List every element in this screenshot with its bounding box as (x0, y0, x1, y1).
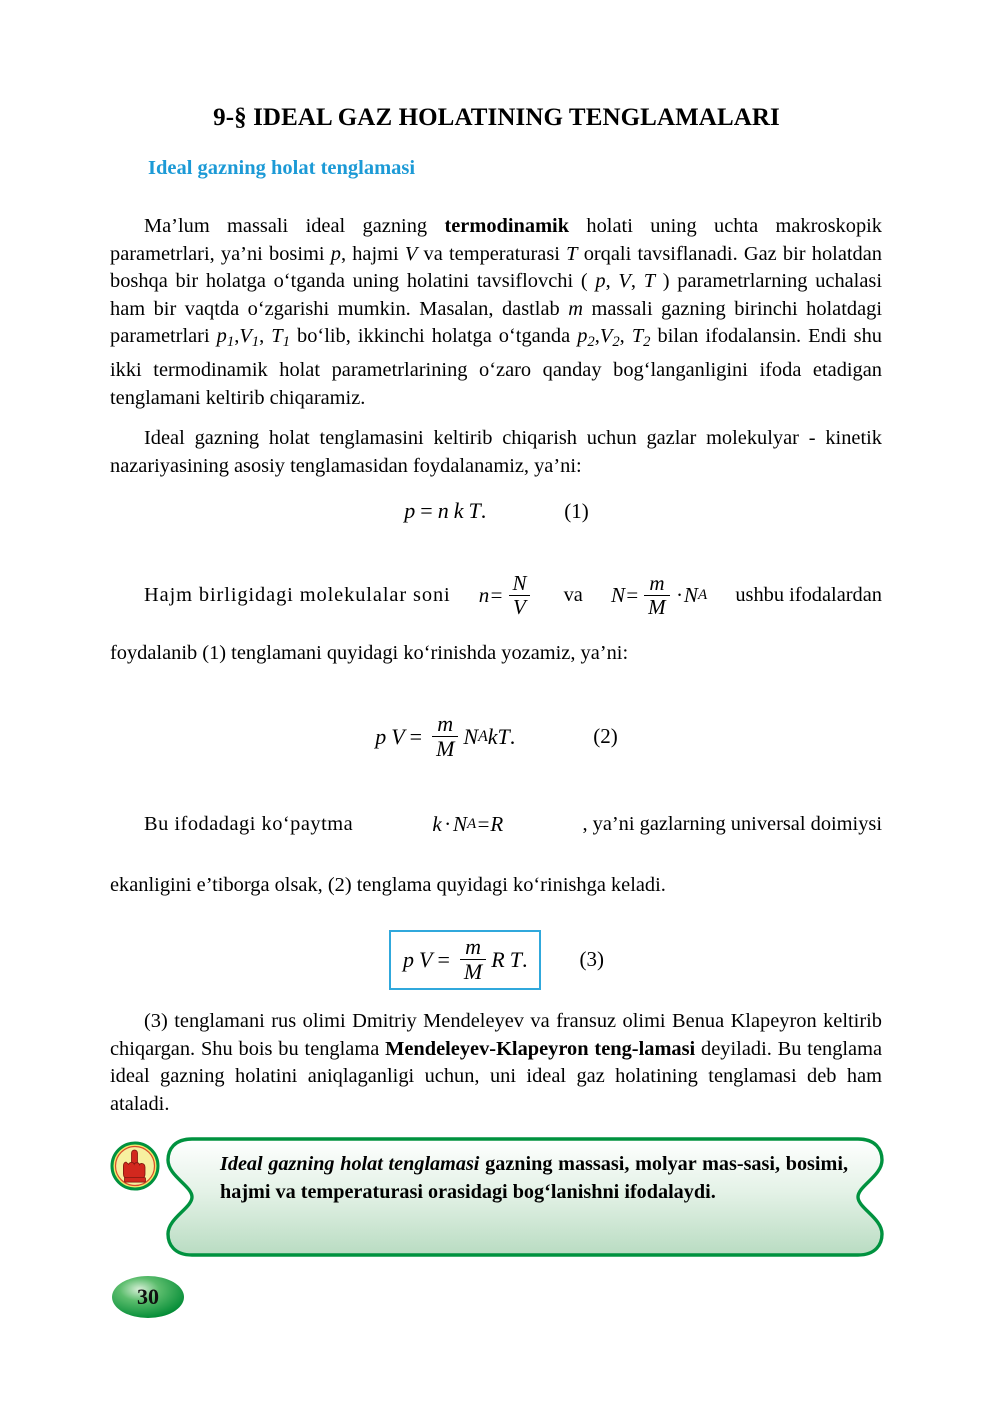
inline-equation-kNA (432, 812, 503, 837)
paragraph-1 (110, 213, 882, 412)
equation-3 (403, 936, 527, 984)
sub-V1: 1 (251, 334, 260, 351)
paragraph-4-line (110, 812, 882, 837)
equation-3-box (389, 930, 541, 990)
eqN-cdot: · (676, 583, 682, 608)
var-m: m (568, 297, 583, 320)
callout-lead: Ideal gazning holat tenglamasi (220, 1153, 480, 1175)
page-number-label: 30 (137, 1284, 159, 1309)
p5-seg2: deyiladi. Bu tenglama ideal gazning holatini aniqlaganligi uchun, uni ideal gaz holatining tenglamasi deb ham ataladi. (110, 1037, 883, 1115)
p1-seg5: orqali tavsiflanadi. Gaz bir holatdan boshqa bir holatga o‘tganda uning holatini tavsiflovchi ( (110, 242, 882, 293)
p1-bold-termodinamik: termodinamik (444, 215, 570, 237)
equation-1 (404, 498, 486, 524)
var-T-4: T (631, 325, 644, 348)
eqk-R: R (490, 812, 504, 836)
fraction-m-over-M (644, 573, 670, 619)
eq1-T: T (468, 498, 481, 523)
sub-V2: 2 (612, 334, 620, 351)
var-p-3: p (216, 325, 227, 348)
var-p-4: p (577, 325, 588, 348)
eqn-numerator: N (512, 571, 527, 595)
p1-seg11b: , (619, 325, 632, 348)
eqN-equals: = (625, 583, 640, 608)
eqN-numerator: m (649, 571, 665, 595)
eq2-numerator: m (437, 711, 454, 736)
p1-seg8: ) parametrlarning uchalasi ham bir vaqtda o‘zgarishi mumkin. Masalan, dastlab (110, 270, 883, 320)
page-title: 9-§ IDEAL GAZ HOLATINING TENGLAMALARI (213, 104, 780, 131)
eq3-p: p (403, 946, 415, 972)
eq2-p: p (375, 723, 387, 749)
eq1-n: n (437, 498, 449, 523)
equation-3-number: (3) (579, 947, 604, 972)
var-p: p (330, 242, 341, 265)
paragraph-2: Ideal gazning holat tenglamasini keltirib chiqarish uchun gazlar molekulyar - kinetik nazariyasining asosiy tenglamasidan foydalanamiz, ya’ni: (110, 427, 882, 477)
equation-1-number: (1) (564, 498, 589, 523)
eq2-NA: N (463, 723, 479, 749)
eqN-denominator: M (644, 595, 670, 618)
callout-box (110, 1136, 900, 1258)
callout-ribbon (158, 1136, 900, 1258)
inline-equation-n (479, 573, 536, 619)
p3-pre-text: Hajm birligidagi molekulalar soni (144, 584, 451, 607)
eq2-NA-sub: A (478, 727, 488, 745)
equation-2 (375, 713, 515, 761)
equation-3-row (0, 930, 993, 990)
eq3-V: V (419, 946, 433, 972)
eq3-denominator: M (460, 959, 486, 983)
p1-seg4: va temperaturasi (417, 242, 567, 265)
eq3-period: . (521, 946, 528, 972)
eqN-NA: N (683, 583, 698, 608)
fraction-m-over-M-eq3 (460, 936, 486, 984)
eqk-N: N (452, 812, 467, 836)
fraction-N-over-V (508, 573, 530, 619)
eq3-numerator: m (465, 934, 482, 959)
p3-post-text: ushbu ifodalardan (735, 584, 882, 607)
p1-seg9: massali gazning birinchi holatdagi parametrlari (110, 297, 883, 348)
equation-2-row (0, 713, 993, 761)
inline-equation-N (611, 573, 707, 619)
eq3-R: R (491, 946, 505, 972)
eq3-equals: = (437, 946, 450, 972)
eq1-k: k (453, 498, 464, 523)
paragraph-5 (110, 1008, 882, 1118)
eqn-denominator: V (509, 595, 530, 618)
var-T-3: T (271, 325, 283, 348)
var-V: V (404, 242, 418, 265)
p1-seg11: , (259, 325, 272, 348)
eq2-k: k (487, 723, 498, 749)
var-T: T (566, 242, 578, 265)
eq1-period: . (480, 498, 487, 523)
p1-seg1: Ma’lum massali ideal gazning (144, 215, 445, 237)
var-V-4: V (599, 325, 613, 348)
eq2-denominator: M (432, 736, 458, 760)
eq1-p: p (404, 498, 416, 523)
callout-rest: gazning massasi, molyar mas-sasi, bosimi, hajmi va temperaturasi orasidagi bog‘lanishni ifodalaydi. (220, 1153, 848, 1203)
p5-seg1: (3) tenglamani rus olimi Dmitriy Mendeleyev va fransuz olimi Benua Klapeyron keltirib chiqargan. Shu bois bu tenglama (110, 1010, 882, 1060)
p1-seg3: , hajmi (340, 242, 405, 265)
eqN-NA-sub: A (697, 587, 708, 604)
eq2-equals: = (409, 723, 423, 749)
sub-p2: 2 (587, 334, 595, 351)
p1-seg6: , (605, 270, 619, 293)
paragraph-4-continued: ekanligini e’tiborga olsak, (2) tenglama quyidagi ko‘rinishga keladi. (110, 874, 666, 896)
var-V-2: V (618, 270, 631, 293)
p1-seg12: bo‘lib, ikkinchi holatga o‘tganda (289, 325, 578, 348)
eqk-cdot: · (444, 812, 450, 836)
var-V-3: V (239, 325, 252, 348)
eq1-equals: = (420, 498, 433, 523)
p1-seg13: bilan ifodalansin. Endi shu ikki termodinamik holat parametrlarining o‘zaro qanday bog‘langanligini ifoda etadigan tenglamani keltirib chiqaramiz. (110, 325, 883, 409)
pointing-hand-icon (110, 1141, 160, 1191)
eqk-N-sub: A (467, 816, 477, 832)
paragraph-3-continued: foydalanib (1) tenglamani quyidagi ko‘rinishda yozamiz, ya’ni: (110, 642, 629, 664)
eqk-equals: = (476, 812, 491, 836)
sub-p1: 1 (226, 334, 235, 351)
paragraph-3-line (110, 573, 882, 619)
fraction-m-over-M-eq2 (432, 713, 458, 761)
p5-bold-mendeleyev: Mendeleyev-Klapeyron teng-lamasi (385, 1037, 696, 1060)
p1-seg10: , (234, 325, 240, 348)
sub-T1: 1 (282, 334, 290, 351)
equation-2-number: (2) (593, 724, 618, 749)
eq2-V: V (391, 723, 405, 749)
eq2-period: . (509, 723, 516, 749)
page-number-badge (111, 1275, 185, 1319)
section-subtitle: Ideal gazning holat tenglamasi (148, 157, 416, 179)
p1-seg10b: , (594, 325, 600, 348)
eq2-T: T (497, 723, 510, 749)
eqN-N: N (610, 583, 625, 608)
p4-pre-text: Bu ifodadagi ko‘paytma (144, 813, 354, 835)
equation-1-row (0, 498, 993, 524)
sub-T2: 2 (643, 334, 651, 351)
var-T-2: T (643, 270, 656, 293)
p1-seg7: , (630, 270, 644, 293)
p3-mid-text: va (563, 584, 583, 607)
eqn-equals: = (489, 583, 504, 608)
p4-post-text: , ya’ni gazlarning universal doimiysi (582, 813, 882, 835)
eqk-k: k (432, 812, 442, 836)
p1-seg2: holati uning uchta makroskopik parametrlari, ya’ni bosimi (110, 215, 882, 265)
callout-text (220, 1150, 848, 1206)
eqn-n: n (478, 583, 490, 608)
eq3-T: T (509, 946, 522, 972)
var-p-2: p (595, 270, 606, 293)
